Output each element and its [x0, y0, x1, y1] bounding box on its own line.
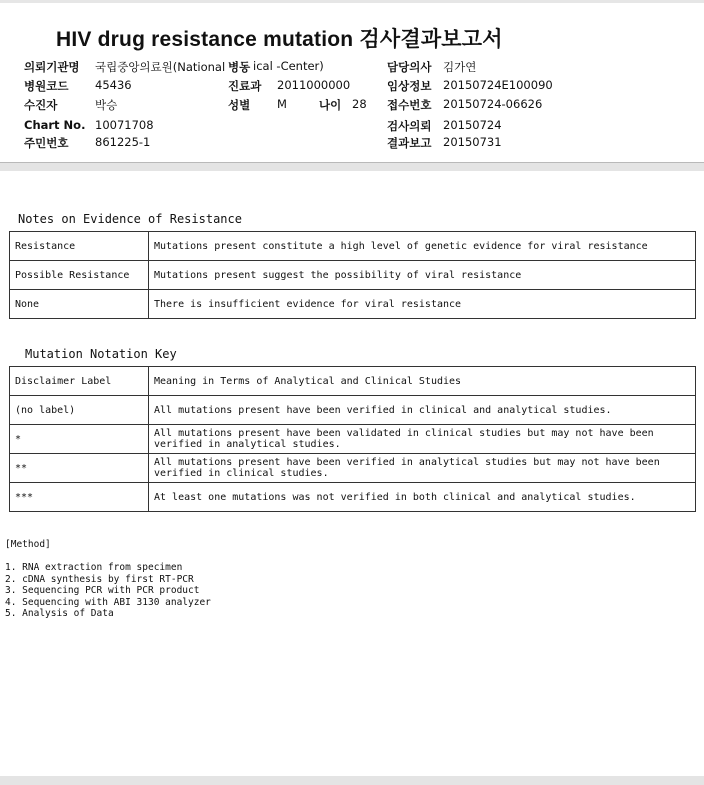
notation-label-cell: Disclaimer Label [10, 367, 149, 396]
notation-label-cell: *** [10, 483, 149, 512]
ward-value: ical -Center) [253, 59, 324, 73]
clinical-info-value: 20150724E100090 [443, 78, 553, 92]
notation-table [9, 366, 696, 512]
notation-section-title: Mutation Notation Key [25, 347, 177, 361]
notation-text-cell: Meaning in Terms of Analytical and Clinical Studies [149, 367, 696, 396]
doctor-label: 담당의사 [387, 60, 432, 74]
chart-no-value: 10071708 [95, 118, 154, 132]
method-step: 5. Analysis of Data [5, 608, 114, 619]
bottom-border [0, 776, 704, 785]
method-step: 1. RNA extraction from specimen [5, 562, 183, 573]
evidence-label-cell: Possible Resistance [10, 261, 149, 290]
evidence-text-cell: There is insufficient evidence for viral resistance [149, 290, 696, 319]
report-header [0, 3, 704, 163]
table-row [10, 454, 696, 483]
method-step: 2. cDNA synthesis by first RT-PCR [5, 573, 194, 585]
method-step: 4. Sequencing with ABI 3130 analyzer [5, 596, 211, 608]
request-date-value: 20150724 [443, 118, 502, 132]
notation-text-cell: At least one mutations was not verified in both clinical and analytical studies. [149, 483, 696, 512]
request-date-label: 검사의뢰 [387, 119, 432, 133]
table-row [10, 367, 696, 396]
doctor-value: 김가연 [443, 60, 477, 74]
evidence-table [9, 231, 696, 319]
hospital-code-label: 병원코드 [24, 79, 69, 93]
institution-value: 국립중앙의료원(National [95, 60, 226, 74]
sex-label: 성별 [228, 98, 251, 112]
section-gap [0, 163, 704, 171]
clinical-info-label: 임상정보 [387, 79, 432, 93]
evidence-label-cell: None [10, 290, 149, 319]
notation-text-cell: All mutations present have been verified in clinical and analytical studies. [149, 396, 696, 425]
evidence-label-cell: Resistance [10, 232, 149, 261]
receipt-label: 접수번호 [387, 98, 432, 112]
examinee-label: 수진자 [24, 98, 58, 112]
method-steps [5, 562, 211, 620]
department-label: 진료과 [228, 79, 262, 93]
notation-label-cell: (no label) [10, 396, 149, 425]
notation-label-cell: ** [10, 454, 149, 483]
evidence-text-cell: Mutations present suggest the possibility of viral resistance [149, 261, 696, 290]
evidence-section-title: Notes on Evidence of Resistance [18, 212, 242, 226]
sex-value: M [277, 97, 287, 111]
age-label: 나이 [319, 98, 342, 112]
method-title: [Method] [5, 539, 51, 550]
table-row [10, 396, 696, 425]
age-value: 28 [352, 97, 367, 111]
table-row [10, 261, 696, 290]
notation-text-cell: All mutations present have been validated in clinical studies but may not have been verified in analytical studies. [149, 425, 696, 454]
table-row [10, 290, 696, 319]
method-step: 3. Sequencing PCR with PCR product [5, 585, 200, 596]
notation-label-cell: * [10, 425, 149, 454]
resident-id-value: 861225-1 [95, 135, 151, 149]
resident-id-label: 주민번호 [24, 136, 69, 150]
report-title: HIV drug resistance mutation 검사결과보고서 [56, 28, 503, 51]
examinee-value: 박승 [95, 98, 118, 112]
department-value: 2011000000 [277, 78, 351, 92]
institution-label: 의뢰기관명 [24, 60, 80, 74]
result-date-label: 결과보고 [387, 136, 432, 150]
notation-text-cell: All mutations present have been verified in analytical studies but may not have been verified in clinical studies. [149, 454, 696, 483]
table-row [10, 425, 696, 454]
ward-label: 병동 [228, 60, 251, 74]
result-date-value: 20150731 [443, 135, 502, 149]
table-row [10, 483, 696, 512]
receipt-value: 20150724-06626 [443, 97, 543, 111]
table-row [10, 232, 696, 261]
hospital-code-value: 45436 [95, 78, 132, 92]
evidence-text-cell: Mutations present constitute a high level of genetic evidence for viral resistance [149, 232, 696, 261]
chart-no-label: Chart No. [24, 118, 86, 132]
